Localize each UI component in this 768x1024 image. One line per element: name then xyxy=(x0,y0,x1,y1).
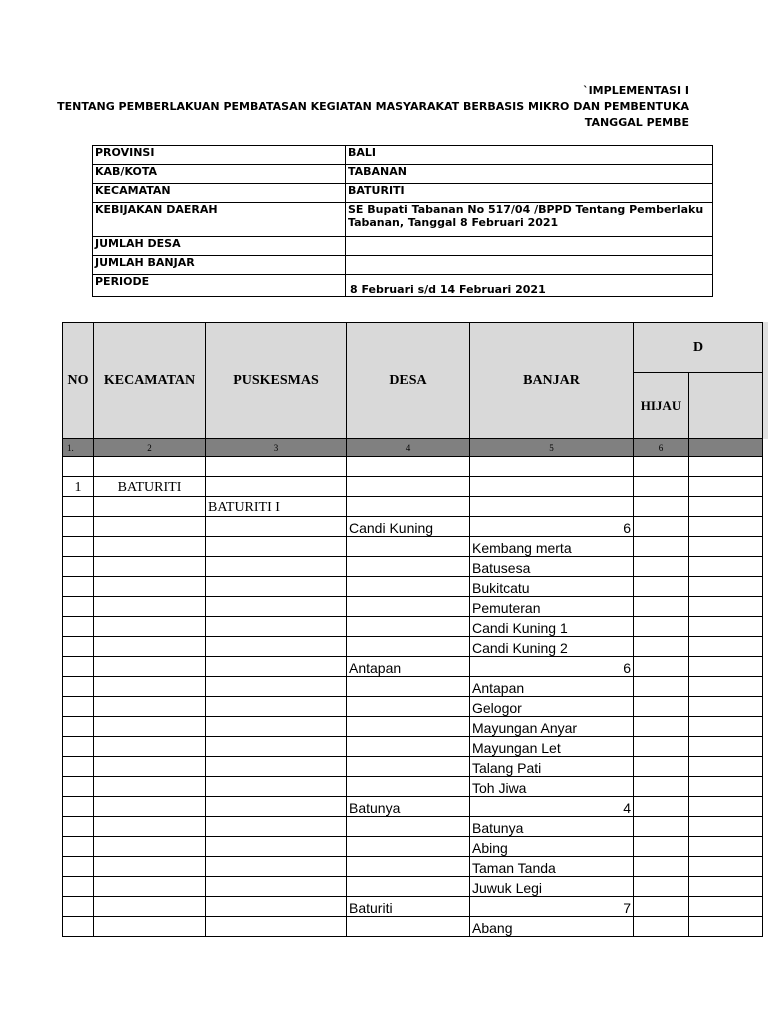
cell-desa xyxy=(347,717,470,737)
cell-puskesmas xyxy=(206,797,347,817)
cell-puskesmas xyxy=(206,757,347,777)
cell-desa xyxy=(347,877,470,897)
cell-banjar: Kembang merta xyxy=(470,537,634,557)
cell-hijau xyxy=(634,617,689,637)
cell-banjar: Juwuk Legi xyxy=(470,877,634,897)
cell-kecamatan xyxy=(94,857,206,877)
cell-extra xyxy=(689,637,763,657)
cell-desa xyxy=(347,477,470,497)
cell-no xyxy=(63,757,94,777)
cell-no xyxy=(63,677,94,697)
cell-banjar: Talang Pati xyxy=(470,757,634,777)
cell-kecamatan xyxy=(94,597,206,617)
cell-puskesmas xyxy=(206,457,347,477)
cell-desa xyxy=(347,617,470,637)
info-label: KEBIJAKAN DAERAH xyxy=(93,203,346,237)
cell-extra xyxy=(689,657,763,677)
info-value xyxy=(346,237,713,256)
col-number: 5 xyxy=(470,439,634,457)
col-number: 2 xyxy=(94,439,206,457)
cell-desa xyxy=(347,917,470,937)
cell-extra xyxy=(689,837,763,857)
cell-banjar xyxy=(470,457,634,477)
cell-hijau xyxy=(634,697,689,717)
cell-no xyxy=(63,697,94,717)
cell-no: 1 xyxy=(63,477,94,497)
cell-banjar: Candi Kuning 1 xyxy=(470,617,634,637)
cell-no xyxy=(63,877,94,897)
cell-hijau xyxy=(634,877,689,897)
header-banjar: BANJAR xyxy=(470,323,634,439)
cell-no xyxy=(63,857,94,877)
cell-extra xyxy=(689,677,763,697)
info-value: BALI xyxy=(346,146,713,165)
info-value: TABANAN xyxy=(346,165,713,184)
cell-hijau xyxy=(634,557,689,577)
cell-extra xyxy=(689,577,763,597)
cell-hijau xyxy=(634,757,689,777)
cell-hijau xyxy=(634,677,689,697)
cell-extra xyxy=(689,617,763,637)
cell-kecamatan xyxy=(94,697,206,717)
cell-desa: Batunya xyxy=(347,797,470,817)
cell-banjar: Bukitcatu xyxy=(470,577,634,597)
cell-puskesmas xyxy=(206,877,347,897)
cell-desa xyxy=(347,457,470,477)
doc-title-line1: `IMPLEMENTASI I xyxy=(583,84,689,97)
cell-puskesmas xyxy=(206,637,347,657)
cell-no xyxy=(63,897,94,917)
cell-kecamatan xyxy=(94,757,206,777)
col-number: 3 xyxy=(206,439,347,457)
cell-extra xyxy=(689,797,763,817)
cell-no xyxy=(63,737,94,757)
cell-no xyxy=(63,777,94,797)
cell-extra xyxy=(689,597,763,617)
cell-hijau xyxy=(634,857,689,877)
info-label: KAB/KOTA xyxy=(93,165,346,184)
cell-hijau xyxy=(634,917,689,937)
cell-puskesmas xyxy=(206,817,347,837)
table-row xyxy=(63,797,763,817)
column-number-row xyxy=(63,439,763,457)
table-row xyxy=(63,597,763,617)
cell-puskesmas xyxy=(206,917,347,937)
cell-kecamatan xyxy=(94,797,206,817)
info-label: KECAMATAN xyxy=(93,184,346,203)
cell-puskesmas xyxy=(206,717,347,737)
cell-kecamatan xyxy=(94,837,206,857)
cell-banjar: Toh Jiwa xyxy=(470,777,634,797)
header-desa: DESA xyxy=(347,323,470,439)
cell-extra xyxy=(689,917,763,937)
cell-kecamatan xyxy=(94,737,206,757)
info-value xyxy=(346,256,713,275)
banjar-table xyxy=(62,322,763,937)
cell-hijau xyxy=(634,477,689,497)
table-row xyxy=(63,857,763,877)
cell-hijau xyxy=(634,817,689,837)
header-row-1 xyxy=(63,323,763,373)
cell-desa xyxy=(347,837,470,857)
kebijakan-line2: Tabanan, Tanggal 8 Februari 2021 xyxy=(348,216,559,229)
cell-banjar-count: 7 xyxy=(470,897,634,917)
cell-desa xyxy=(347,697,470,717)
kebijakan-line1: SE Bupati Tabanan No 517/04 /BPPD Tentang Pemberlaku xyxy=(348,203,704,216)
cell-banjar-count: 6 xyxy=(470,657,634,677)
cell-hijau xyxy=(634,457,689,477)
cell-banjar: Pemuteran xyxy=(470,597,634,617)
cell-banjar: Abing xyxy=(470,837,634,857)
cell-hijau xyxy=(634,497,689,517)
cell-banjar: Batusesa xyxy=(470,557,634,577)
header-group: D xyxy=(634,323,763,373)
info-row-provinsi xyxy=(93,146,713,165)
table-row xyxy=(63,737,763,757)
cell-extra xyxy=(689,697,763,717)
cell-puskesmas xyxy=(206,857,347,877)
cell-kecamatan xyxy=(94,557,206,577)
cell-puskesmas xyxy=(206,577,347,597)
cell-extra xyxy=(689,897,763,917)
cell-hijau xyxy=(634,537,689,557)
cell-banjar-count: 6 xyxy=(470,517,634,537)
col-number xyxy=(689,439,763,457)
col-number: 4 xyxy=(347,439,470,457)
info-label: JUMLAH DESA xyxy=(93,237,346,256)
cell-desa xyxy=(347,577,470,597)
cell-puskesmas xyxy=(206,657,347,677)
cell-no xyxy=(63,917,94,937)
table-row xyxy=(63,577,763,597)
cell-desa xyxy=(347,757,470,777)
table-row xyxy=(63,657,763,677)
cell-extra xyxy=(689,777,763,797)
cell-kecamatan xyxy=(94,537,206,557)
cell-kecamatan xyxy=(94,457,206,477)
cell-puskesmas xyxy=(206,557,347,577)
cell-hijau xyxy=(634,897,689,917)
cell-no xyxy=(63,517,94,537)
cell-puskesmas xyxy=(206,677,347,697)
cell-hijau xyxy=(634,837,689,857)
cell-banjar xyxy=(470,497,634,517)
cell-hijau xyxy=(634,717,689,737)
cell-kecamatan xyxy=(94,917,206,937)
cell-banjar xyxy=(470,477,634,497)
cell-desa xyxy=(347,537,470,557)
cell-extra xyxy=(689,497,763,517)
table-row xyxy=(63,897,763,917)
info-row-kabkota xyxy=(93,165,713,184)
cell-no xyxy=(63,537,94,557)
cell-no xyxy=(63,457,94,477)
info-row-kecamatan xyxy=(93,184,713,203)
table-row xyxy=(63,517,763,537)
cell-banjar-count: 4 xyxy=(470,797,634,817)
cell-puskesmas xyxy=(206,517,347,537)
cell-kecamatan xyxy=(94,717,206,737)
cell-no xyxy=(63,497,94,517)
info-row-kebijakan xyxy=(93,203,713,237)
info-value: 8 Februari s/d 14 Februari 2021 xyxy=(346,275,713,297)
cell-extra xyxy=(689,817,763,837)
cell-hijau xyxy=(634,657,689,677)
cell-banjar: Abang xyxy=(470,917,634,937)
cell-extra xyxy=(689,757,763,777)
cell-desa xyxy=(347,637,470,657)
cell-hijau xyxy=(634,597,689,617)
header-kecamatan: KECAMATAN xyxy=(94,323,206,439)
cell-desa xyxy=(347,857,470,877)
table-row xyxy=(63,557,763,577)
cell-desa xyxy=(347,677,470,697)
cell-desa xyxy=(347,817,470,837)
cell-no xyxy=(63,617,94,637)
cell-banjar: Gelogor xyxy=(470,697,634,717)
info-value: BATURITI xyxy=(346,184,713,203)
cell-puskesmas xyxy=(206,737,347,757)
cell-extra xyxy=(689,557,763,577)
cell-desa: Candi Kuning xyxy=(347,517,470,537)
cell-hijau xyxy=(634,777,689,797)
header-empty xyxy=(689,373,763,439)
table-row xyxy=(63,457,763,477)
info-row-jumlah-banjar xyxy=(93,256,713,275)
cell-extra xyxy=(689,537,763,557)
info-row-periode xyxy=(93,275,713,297)
col-number: 6 xyxy=(634,439,689,457)
table-row xyxy=(63,617,763,637)
cell-kecamatan xyxy=(94,777,206,797)
cell-extra xyxy=(689,857,763,877)
cell-puskesmas: BATURITI I xyxy=(206,497,347,517)
table-row xyxy=(63,537,763,557)
cell-banjar: Antapan xyxy=(470,677,634,697)
doc-title-line3: TANGGAL PEMBE xyxy=(584,116,689,129)
cell-desa xyxy=(347,737,470,757)
cell-kecamatan xyxy=(94,897,206,917)
cell-extra xyxy=(689,517,763,537)
cell-puskesmas xyxy=(206,477,347,497)
cell-desa xyxy=(347,597,470,617)
cell-banjar: Mayungan Anyar xyxy=(470,717,634,737)
cell-hijau xyxy=(634,577,689,597)
cell-extra xyxy=(689,717,763,737)
cell-no xyxy=(63,797,94,817)
cell-banjar: Taman Tanda xyxy=(470,857,634,877)
cell-hijau xyxy=(634,797,689,817)
cell-kecamatan xyxy=(94,617,206,637)
cell-banjar: Mayungan Let xyxy=(470,737,634,757)
cell-no xyxy=(63,717,94,737)
cell-kecamatan: BATURITI xyxy=(94,477,206,497)
header-no: NO xyxy=(63,323,94,439)
table-row xyxy=(63,717,763,737)
cell-puskesmas xyxy=(206,697,347,717)
cell-puskesmas xyxy=(206,597,347,617)
table-row xyxy=(63,777,763,797)
cell-desa xyxy=(347,557,470,577)
cell-extra xyxy=(689,457,763,477)
cell-hijau xyxy=(634,517,689,537)
cell-kecamatan xyxy=(94,677,206,697)
table-row xyxy=(63,757,763,777)
cell-no xyxy=(63,637,94,657)
cell-kecamatan xyxy=(94,517,206,537)
cell-extra xyxy=(689,737,763,757)
table-row xyxy=(63,497,763,517)
cell-puskesmas xyxy=(206,617,347,637)
table-row xyxy=(63,677,763,697)
col-number: 1. xyxy=(63,439,94,457)
header-puskesmas: PUSKESMAS xyxy=(206,323,347,439)
cell-no xyxy=(63,597,94,617)
table-row xyxy=(63,877,763,897)
cell-kecamatan xyxy=(94,577,206,597)
info-row-jumlah-desa xyxy=(93,237,713,256)
info-label: PERIODE xyxy=(93,275,346,297)
cell-desa: Baturiti xyxy=(347,897,470,917)
cell-extra xyxy=(689,877,763,897)
cell-puskesmas xyxy=(206,897,347,917)
cell-puskesmas xyxy=(206,537,347,557)
cell-banjar: Batunya xyxy=(470,817,634,837)
cell-no xyxy=(63,817,94,837)
header-hijau: HIJAU xyxy=(634,373,689,439)
cell-hijau xyxy=(634,737,689,757)
cell-puskesmas xyxy=(206,837,347,857)
doc-title-line2: TENTANG PEMBERLAKUAN PEMBATASAN KEGIATAN MASYARAKAT BERBASIS MIKRO DAN PEMBENTUKA xyxy=(57,100,689,113)
cell-kecamatan xyxy=(94,637,206,657)
table-row xyxy=(63,817,763,837)
info-table xyxy=(92,145,713,297)
table-row xyxy=(63,917,763,937)
cell-kecamatan xyxy=(94,877,206,897)
cell-kecamatan xyxy=(94,497,206,517)
cell-banjar: Candi Kuning 2 xyxy=(470,637,634,657)
cell-kecamatan xyxy=(94,657,206,677)
cell-desa xyxy=(347,777,470,797)
cell-no xyxy=(63,577,94,597)
table-row xyxy=(63,477,763,497)
table-row xyxy=(63,837,763,857)
cell-hijau xyxy=(634,637,689,657)
cell-desa xyxy=(347,497,470,517)
cell-kecamatan xyxy=(94,817,206,837)
cell-extra xyxy=(689,477,763,497)
cell-puskesmas xyxy=(206,777,347,797)
table-row xyxy=(63,697,763,717)
table-row xyxy=(63,637,763,657)
info-label: JUMLAH BANJAR xyxy=(93,256,346,275)
info-label: PROVINSI xyxy=(93,146,346,165)
info-value xyxy=(346,203,713,237)
cell-no xyxy=(63,557,94,577)
cell-no xyxy=(63,837,94,857)
cell-no xyxy=(63,657,94,677)
cell-desa: Antapan xyxy=(347,657,470,677)
